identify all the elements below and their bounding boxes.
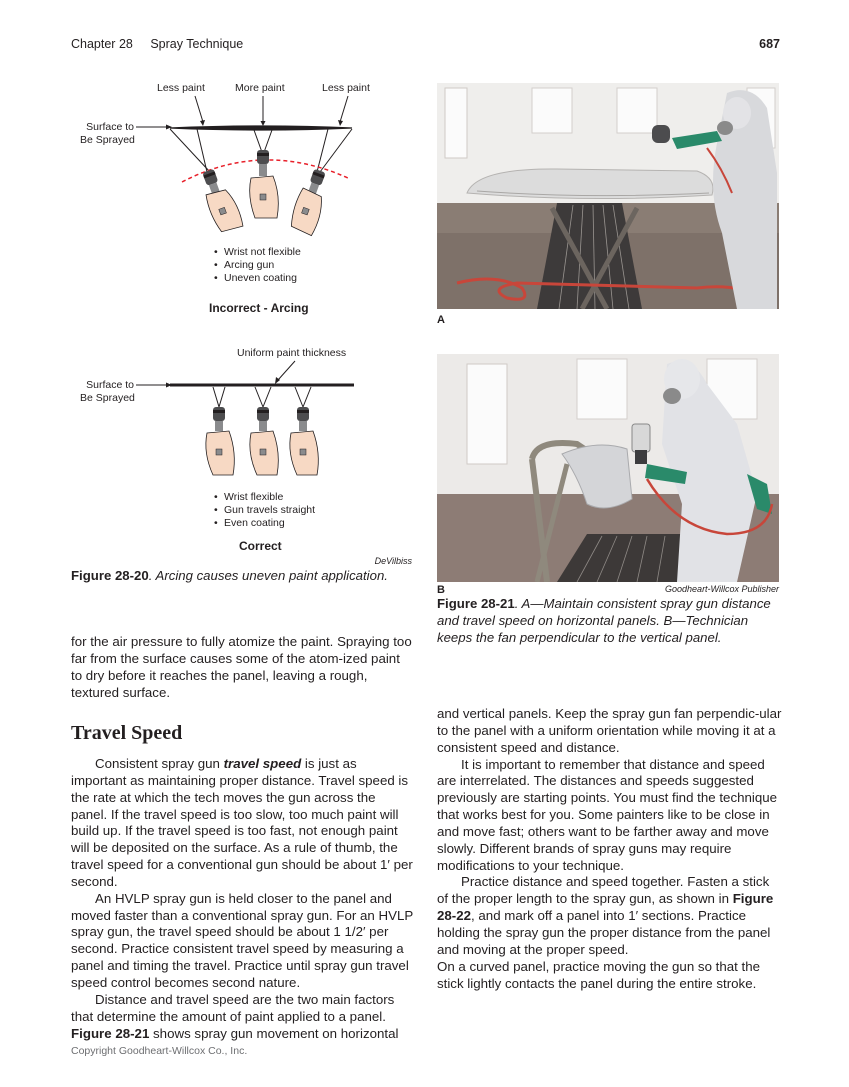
label-less-paint-left: Less paint xyxy=(157,82,205,94)
label-surface-correct xyxy=(80,379,134,404)
text: shows spray gun movement on horizontal xyxy=(149,1025,399,1041)
surface-label-line1: Surface to xyxy=(86,121,134,133)
label-surface-incorrect xyxy=(80,121,134,146)
text: Consistent spray gun xyxy=(95,756,224,771)
chapter-title: Spray Technique xyxy=(150,37,244,51)
figure-reference: Figure 28-22 xyxy=(437,891,774,924)
photo-b-image xyxy=(437,354,779,582)
photo-b-label: B xyxy=(437,584,445,596)
figure-20-credit: DeVilbiss xyxy=(374,556,412,566)
correct-title: Correct xyxy=(239,539,282,553)
figure-21-credit: Goodheart-Willcox Publisher xyxy=(665,584,779,594)
right-column-body xyxy=(437,706,782,992)
left-column-body xyxy=(71,756,413,1042)
bullet-item: • Even coating xyxy=(214,517,315,530)
figure-20-caption-text: . Arcing causes uneven paint application. xyxy=(148,568,388,583)
surface-label-line2: Be Sprayed xyxy=(80,133,135,146)
figure-21-number: Figure 28-21 xyxy=(437,596,515,611)
photo-a-horizontal-panel xyxy=(437,83,779,309)
figure-reference: Figure 28-21 xyxy=(71,1025,150,1041)
photo-a-label: A xyxy=(437,314,445,326)
paragraph: for the air pressure to fully atomize the paint. Spraying too far from the surface causes some of the atom-ized paint to dry before it reaches the panel, leaving a rough, textured surface. xyxy=(71,634,412,700)
arcing-diagram xyxy=(130,90,370,250)
figure-20-caption xyxy=(71,568,421,585)
bullet-item: • Wrist not flexible xyxy=(214,246,301,259)
surface-label-line1: Surface to xyxy=(86,379,134,391)
text: , and mark off a panel into 1′ sections. Practice holding the spray gun the proper distance from the panel and moving at the proper speed. xyxy=(437,908,771,957)
left-intro-paragraph xyxy=(71,634,413,701)
key-term: travel speed xyxy=(223,756,302,771)
paragraph xyxy=(71,756,413,891)
text: Practice distance and speed together. Fasten a stick of the proper length to the spray gun, as shown in xyxy=(437,874,770,907)
correct-bullets xyxy=(214,491,315,529)
figure-20-number: Figure 28-20 xyxy=(71,568,149,583)
label-uniform-thickness: Uniform paint thickness xyxy=(237,347,347,359)
paragraph: and vertical panels. Keep the spray gun fan perpendic-ular to the panel with a uniform orientation while moving it at a consistent speed and distance. xyxy=(437,706,782,755)
photo-a-image xyxy=(437,83,779,309)
paragraph xyxy=(71,992,413,1043)
incorrect-title: Incorrect - Arcing xyxy=(209,301,309,315)
section-heading-travel-speed: Travel Speed xyxy=(71,722,183,744)
bullet-item: • Uneven coating xyxy=(214,272,301,285)
bullet-item: • Gun travels straight xyxy=(214,504,315,517)
page-number: 687 xyxy=(759,37,780,51)
bullet-item: • Arcing gun xyxy=(214,259,301,272)
label-more-paint: More paint xyxy=(235,82,285,94)
photo-b-vertical-panel xyxy=(437,354,779,582)
straight-diagram xyxy=(130,355,370,490)
paragraph: It is important to remember that distance and speed are interrelated. The distances and speeds suggested previously are starting points. You must find the technique that works best for you. Some painters like to be close in and move fast; others want to be farther away and move slowly. Different brands of spray guns may require modifications to your technique. xyxy=(437,756,778,873)
label-less-paint-right: Less paint xyxy=(322,82,370,94)
chapter-number: Chapter 28 xyxy=(71,37,133,51)
paragraph xyxy=(437,874,782,958)
incorrect-bullets xyxy=(214,246,301,284)
bullet-item: • Wrist flexible xyxy=(214,491,315,504)
text: is just as important as maintaining proper distance. Travel speed is the rate at which the tech moves the gun across the panel. If the travel speed is too slow, too much paint will build up. If the travel speed is too fast, not enough paint will be deposited on the surface. As a rule of thumb, the travel speed for a conventional gun should be about 1′ per second. xyxy=(71,756,413,889)
figure-21-caption xyxy=(437,596,782,646)
running-header xyxy=(71,37,243,51)
copyright-footer: Copyright Goodheart-Willcox Co., Inc. xyxy=(71,1045,248,1057)
surface-label-line2: Be Sprayed xyxy=(80,391,135,404)
text: Distance and travel speed are the two main factors that determine the amount of paint applied to a panel. xyxy=(71,991,395,1024)
paragraph: On a curved panel, practice moving the gun so that the stick lightly contacts the panel during the entire stroke. xyxy=(437,958,761,991)
figure-21-caption-text: . A—Maintain consistent spray gun distance and travel speed on horizontal panels. B—Technician keeps the fan perpendicular to the vertical panel. xyxy=(437,596,771,645)
paragraph: An HVLP spray gun is held closer to the panel and moved faster than a conventional spray gun. For an HVLP spray gun, the travel speed should be about 1 1/2′ per second. Practice consistent travel speed by measuring a panel and timing the travel. Practice until spray gun travel speed control becomes second nature. xyxy=(71,890,413,990)
